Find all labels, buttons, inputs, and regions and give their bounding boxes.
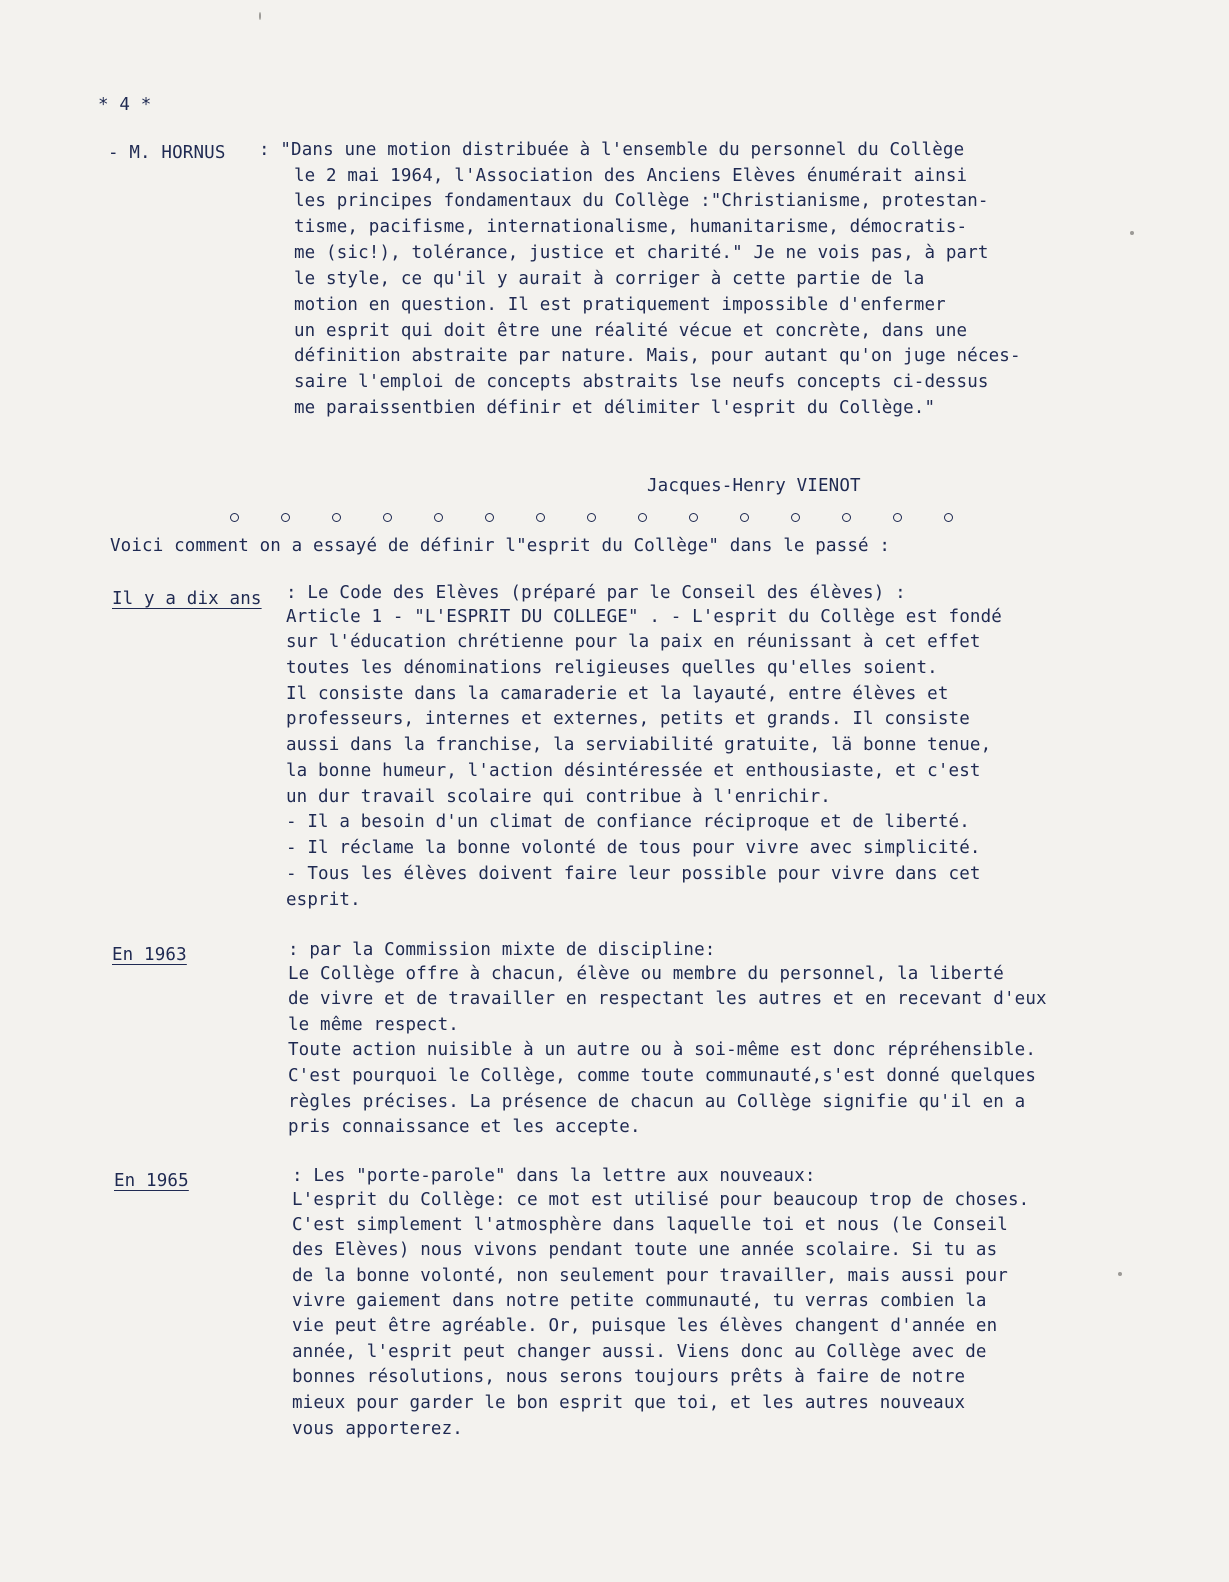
separator-circle [536,513,545,522]
quote-line: le 2 mai 1964, l'Association des Anciens Elèves énumérait ainsi [294,166,968,186]
section-line: sur l'éducation chrétienne pour la paix en réunissant à cet effet [286,632,981,652]
section-line: Il consiste dans la camaraderie et la layauté, entre élèves et [286,684,949,704]
quote-line: définition abstraite par nature. Mais, pour autant qu'on juge néces- [294,346,1021,366]
quote-line: le style, ce qu'il y aurait à corriger à cette partie de la [294,269,925,289]
quote-line: motion en question. Il est pratiquement impossible d'enfermer [294,295,946,315]
separator-circle [638,513,647,522]
separator-circles [230,513,990,527]
section-line: - Il réclame la bonne volonté de tous pour vivre avec simplicité. [286,838,981,858]
section-line: - Il a besoin d'un climat de confiance réciproque et de liberté. [286,812,970,832]
section-line: pris connaissance et les accepte. [288,1117,641,1137]
section-line: Toute action nuisible à un autre ou à soi-même est donc répréhensible. [288,1040,1037,1060]
signature: Jacques-Henry VIENOT [647,476,861,496]
section-line: toutes les dénominations religieuses quelles qu'elles soient. [286,658,938,678]
section-line: de vivre et de travailler en respectant les autres et en recevant d'eux [288,989,1047,1009]
section-label-1965: En 1965 [114,1171,189,1191]
section-line: C'est pourquoi le Collège, comme toute communauté,s'est donné quelques [288,1066,1037,1086]
section-line: Le Collège offre à chacun, élève ou membre du personnel, la liberté [288,964,1004,984]
separator-circle [587,513,596,522]
section-line: un dur travail scolaire qui contribue à l'enrichir. [286,787,831,807]
separator-circle [893,513,902,522]
quote-line: tisme, pacifisme, internationalisme, humanitarisme, démocratis- [294,217,968,237]
separator-circle [689,513,698,522]
paper-speck [259,12,261,20]
section-label-dix-ans: Il y a dix ans [112,589,262,609]
section-line: esprit. [286,890,361,910]
separator-circle [485,513,494,522]
separator-circle [281,513,290,522]
section-line: mieux pour garder le bon esprit que toi, et les autres nouveaux [292,1393,966,1413]
paper-speck [1118,1272,1122,1276]
section-line: année, l'esprit peut changer aussi. Viens donc au Collège avec de [292,1342,987,1362]
intro-line: Voici comment on a essayé de définir l"esprit du Collège" dans le passé : [110,536,891,556]
separator-circle [740,513,749,522]
quote-line: : "Dans une motion distribuée à l'ensemble du personnel du Collège [259,140,965,160]
speaker-name: - M. HORNUS [108,143,226,163]
section-line: professeurs, internes et externes, petits et grands. Il consiste [286,709,970,729]
page-number: * 4 * [98,95,152,115]
section-line: aussi dans la franchise, la serviabilité gratuite, lä bonne tenue, [286,735,992,755]
section-line: bonnes résolutions, nous serons toujours prêts à faire de notre [292,1367,966,1387]
section-line: la bonne humeur, l'action désintéressée et enthousiaste, et c'est [286,761,981,781]
separator-circle [434,513,443,522]
section-heading: : Le Code des Elèves (préparé par le Conseil des élèves) : [286,583,906,603]
section-line: vivre gaiement dans notre petite communauté, tu verras combien la [292,1291,987,1311]
section-line: Article 1 - "L'ESPRIT DU COLLEGE" . - L'esprit du Collège est fondé [286,607,1002,627]
section-line: C'est simplement l'atmosphère dans laquelle toi et nous (le Conseil [292,1215,1008,1235]
quote-line: saire l'emploi de concepts abstraits lse neufs concepts ci-dessus [294,372,989,392]
separator-circle [230,513,239,522]
section-line: de la bonne volonté, non seulement pour travailler, mais aussi pour [292,1266,1008,1286]
section-line: vie peut être agréable. Or, puisque les élèves changent d'année en [292,1316,998,1336]
section-line: vous apporterez. [292,1419,463,1439]
section-line: - Tous les élèves doivent faire leur possible pour vivre dans cet [286,864,981,884]
section-line: le même respect. [288,1015,459,1035]
quote-line: me (sic!), tolérance, justice et charité." Je ne vois pas, à part [294,243,989,263]
separator-circle [332,513,341,522]
separator-circle [842,513,851,522]
section-line: des Elèves) nous vivons pendant toute une année scolaire. Si tu as [292,1240,998,1260]
section-line: règles précises. La présence de chacun au Collège signifie qu'il en a [288,1092,1026,1112]
quote-line: me paraissentbien définir et délimiter l'esprit du Collège." [294,398,936,418]
section-line: L'esprit du Collège: ce mot est utilisé pour beaucoup trop de choses. [292,1190,1030,1210]
quote-line: les principes fondamentaux du Collège :"Christianisme, protestan- [294,191,989,211]
quote-line: un esprit qui doit être une réalité vécue et concrète, dans une [294,321,968,341]
section-heading: : par la Commission mixte de discipline: [288,940,716,960]
section-label-1963: En 1963 [112,945,187,965]
separator-circle [383,513,392,522]
paper-speck [1130,231,1134,235]
separator-circle [791,513,800,522]
section-heading: : Les "porte-parole" dans la lettre aux nouveaux: [292,1166,816,1186]
separator-circle [944,513,953,522]
